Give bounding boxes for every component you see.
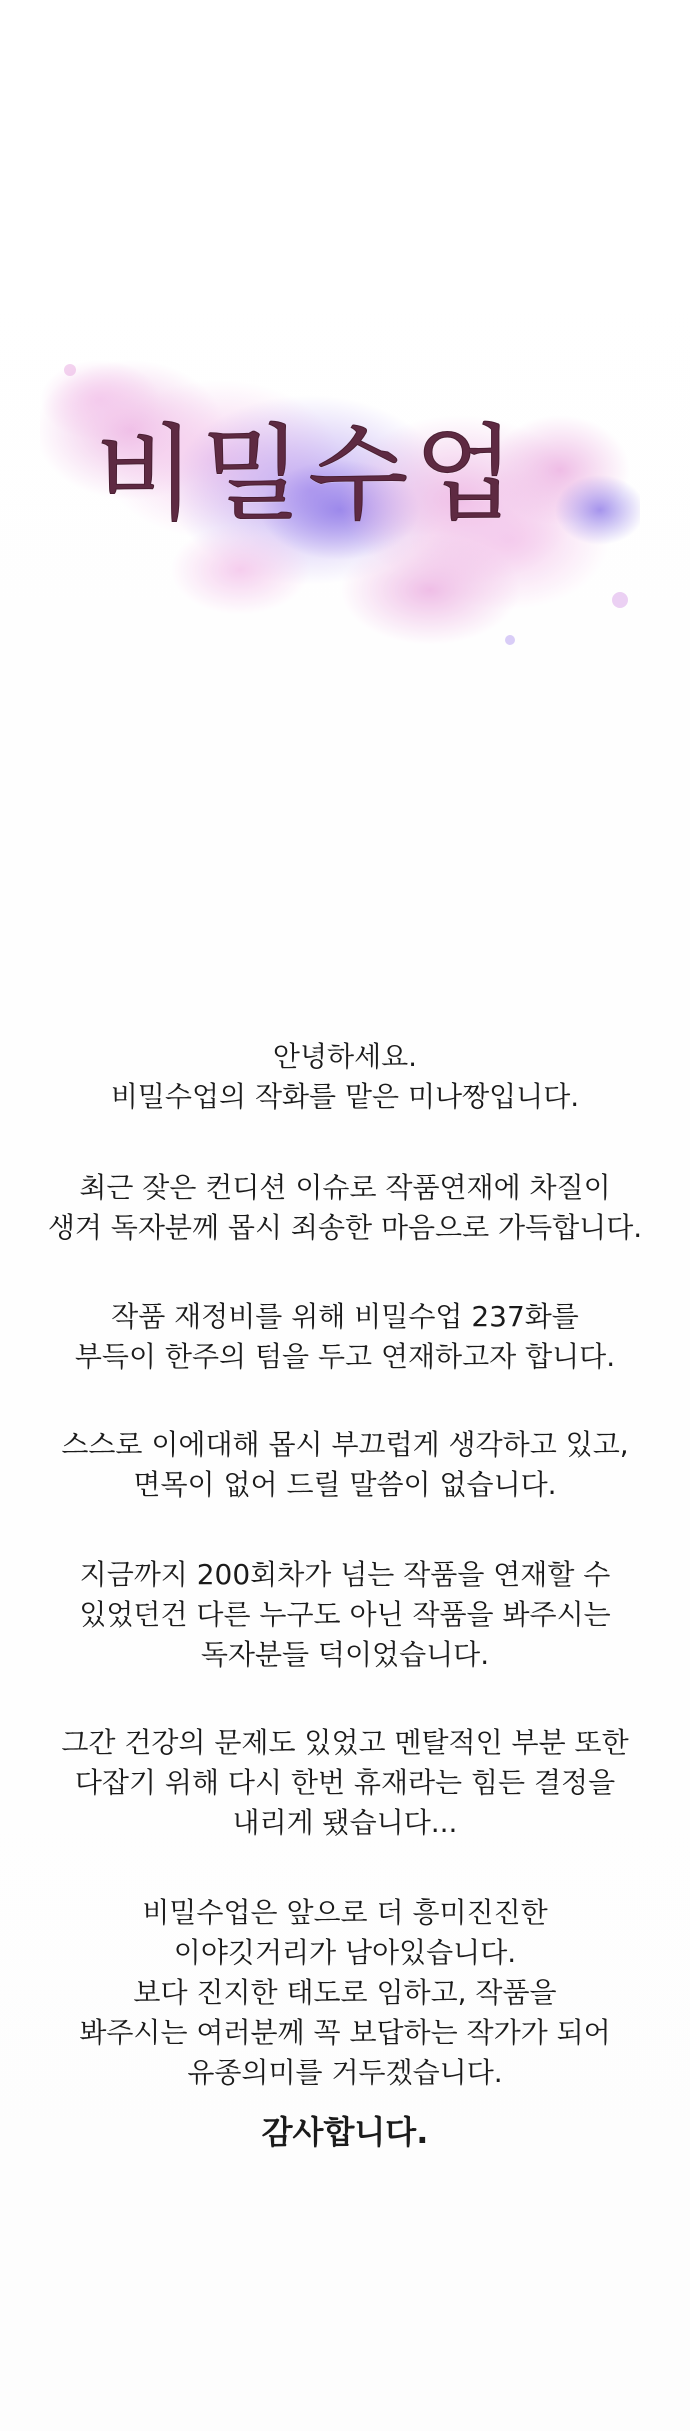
text-line: 스스로 이에대해 몹시 부끄럽게 생각하고 있고, <box>61 1428 629 1461</box>
text-line: 있었던건 다른 누구도 아닌 작품을 봐주시는 <box>79 1598 611 1631</box>
text-line: 이야깃거리가 남아있습니다. <box>173 1936 517 1969</box>
text-line: 면목이 없어 드릴 말씀이 없습니다. <box>133 1468 557 1501</box>
webtoon-title: 비밀수업 <box>95 413 521 535</box>
text-line: 독자분들 덕이었습니다. <box>200 1638 490 1671</box>
text-line: 내리게 됐습니다... <box>232 1806 458 1839</box>
paragraph-apology <box>0 1168 690 1248</box>
text-line: 지금까지 200회차가 넘는 작품을 연재할 수 <box>79 1558 611 1591</box>
text-line: 비밀수업의 작화를 맡은 미나짱입니다. <box>110 1080 580 1113</box>
paragraph-gratitude <box>0 1555 690 1675</box>
text-line: 생겨 독자분께 몹시 죄송한 마음으로 가득합니다. <box>47 1211 643 1244</box>
text-line: 부득이 한주의 텀을 두고 연재하고자 합니다. <box>74 1340 616 1373</box>
paragraph-greeting <box>0 1037 690 1117</box>
paragraph-shame <box>0 1425 690 1505</box>
paragraph-health <box>0 1723 690 1843</box>
paragraph-hiatus <box>0 1297 690 1377</box>
paragraph-promise <box>0 1893 690 2093</box>
text-line: 봐주시는 여러분께 꼭 보답하는 작가가 되어 <box>79 2016 611 2049</box>
text-line: 안녕하세요. <box>272 1040 418 1073</box>
text-line: 그간 건강의 문제도 있었고 멘탈적인 부분 또한 <box>61 1726 629 1759</box>
thanks-text: 감사합니다. <box>261 2113 429 2151</box>
text-line: 최근 잦은 컨디션 이슈로 작품연재에 차질이 <box>79 1171 611 1204</box>
text-line: 유종의미를 거두겠습니다. <box>187 2056 503 2089</box>
text-line: 다잡기 위해 다시 한번 휴재라는 힘든 결정을 <box>74 1766 616 1799</box>
text-line: 작품 재정비를 위해 비밀수업 237화를 <box>111 1300 579 1333</box>
text-line: 보다 진지한 태도로 임하고, 작품을 <box>133 1976 557 2009</box>
text-line: 비밀수업은 앞으로 더 흥미진진한 <box>142 1896 548 1929</box>
